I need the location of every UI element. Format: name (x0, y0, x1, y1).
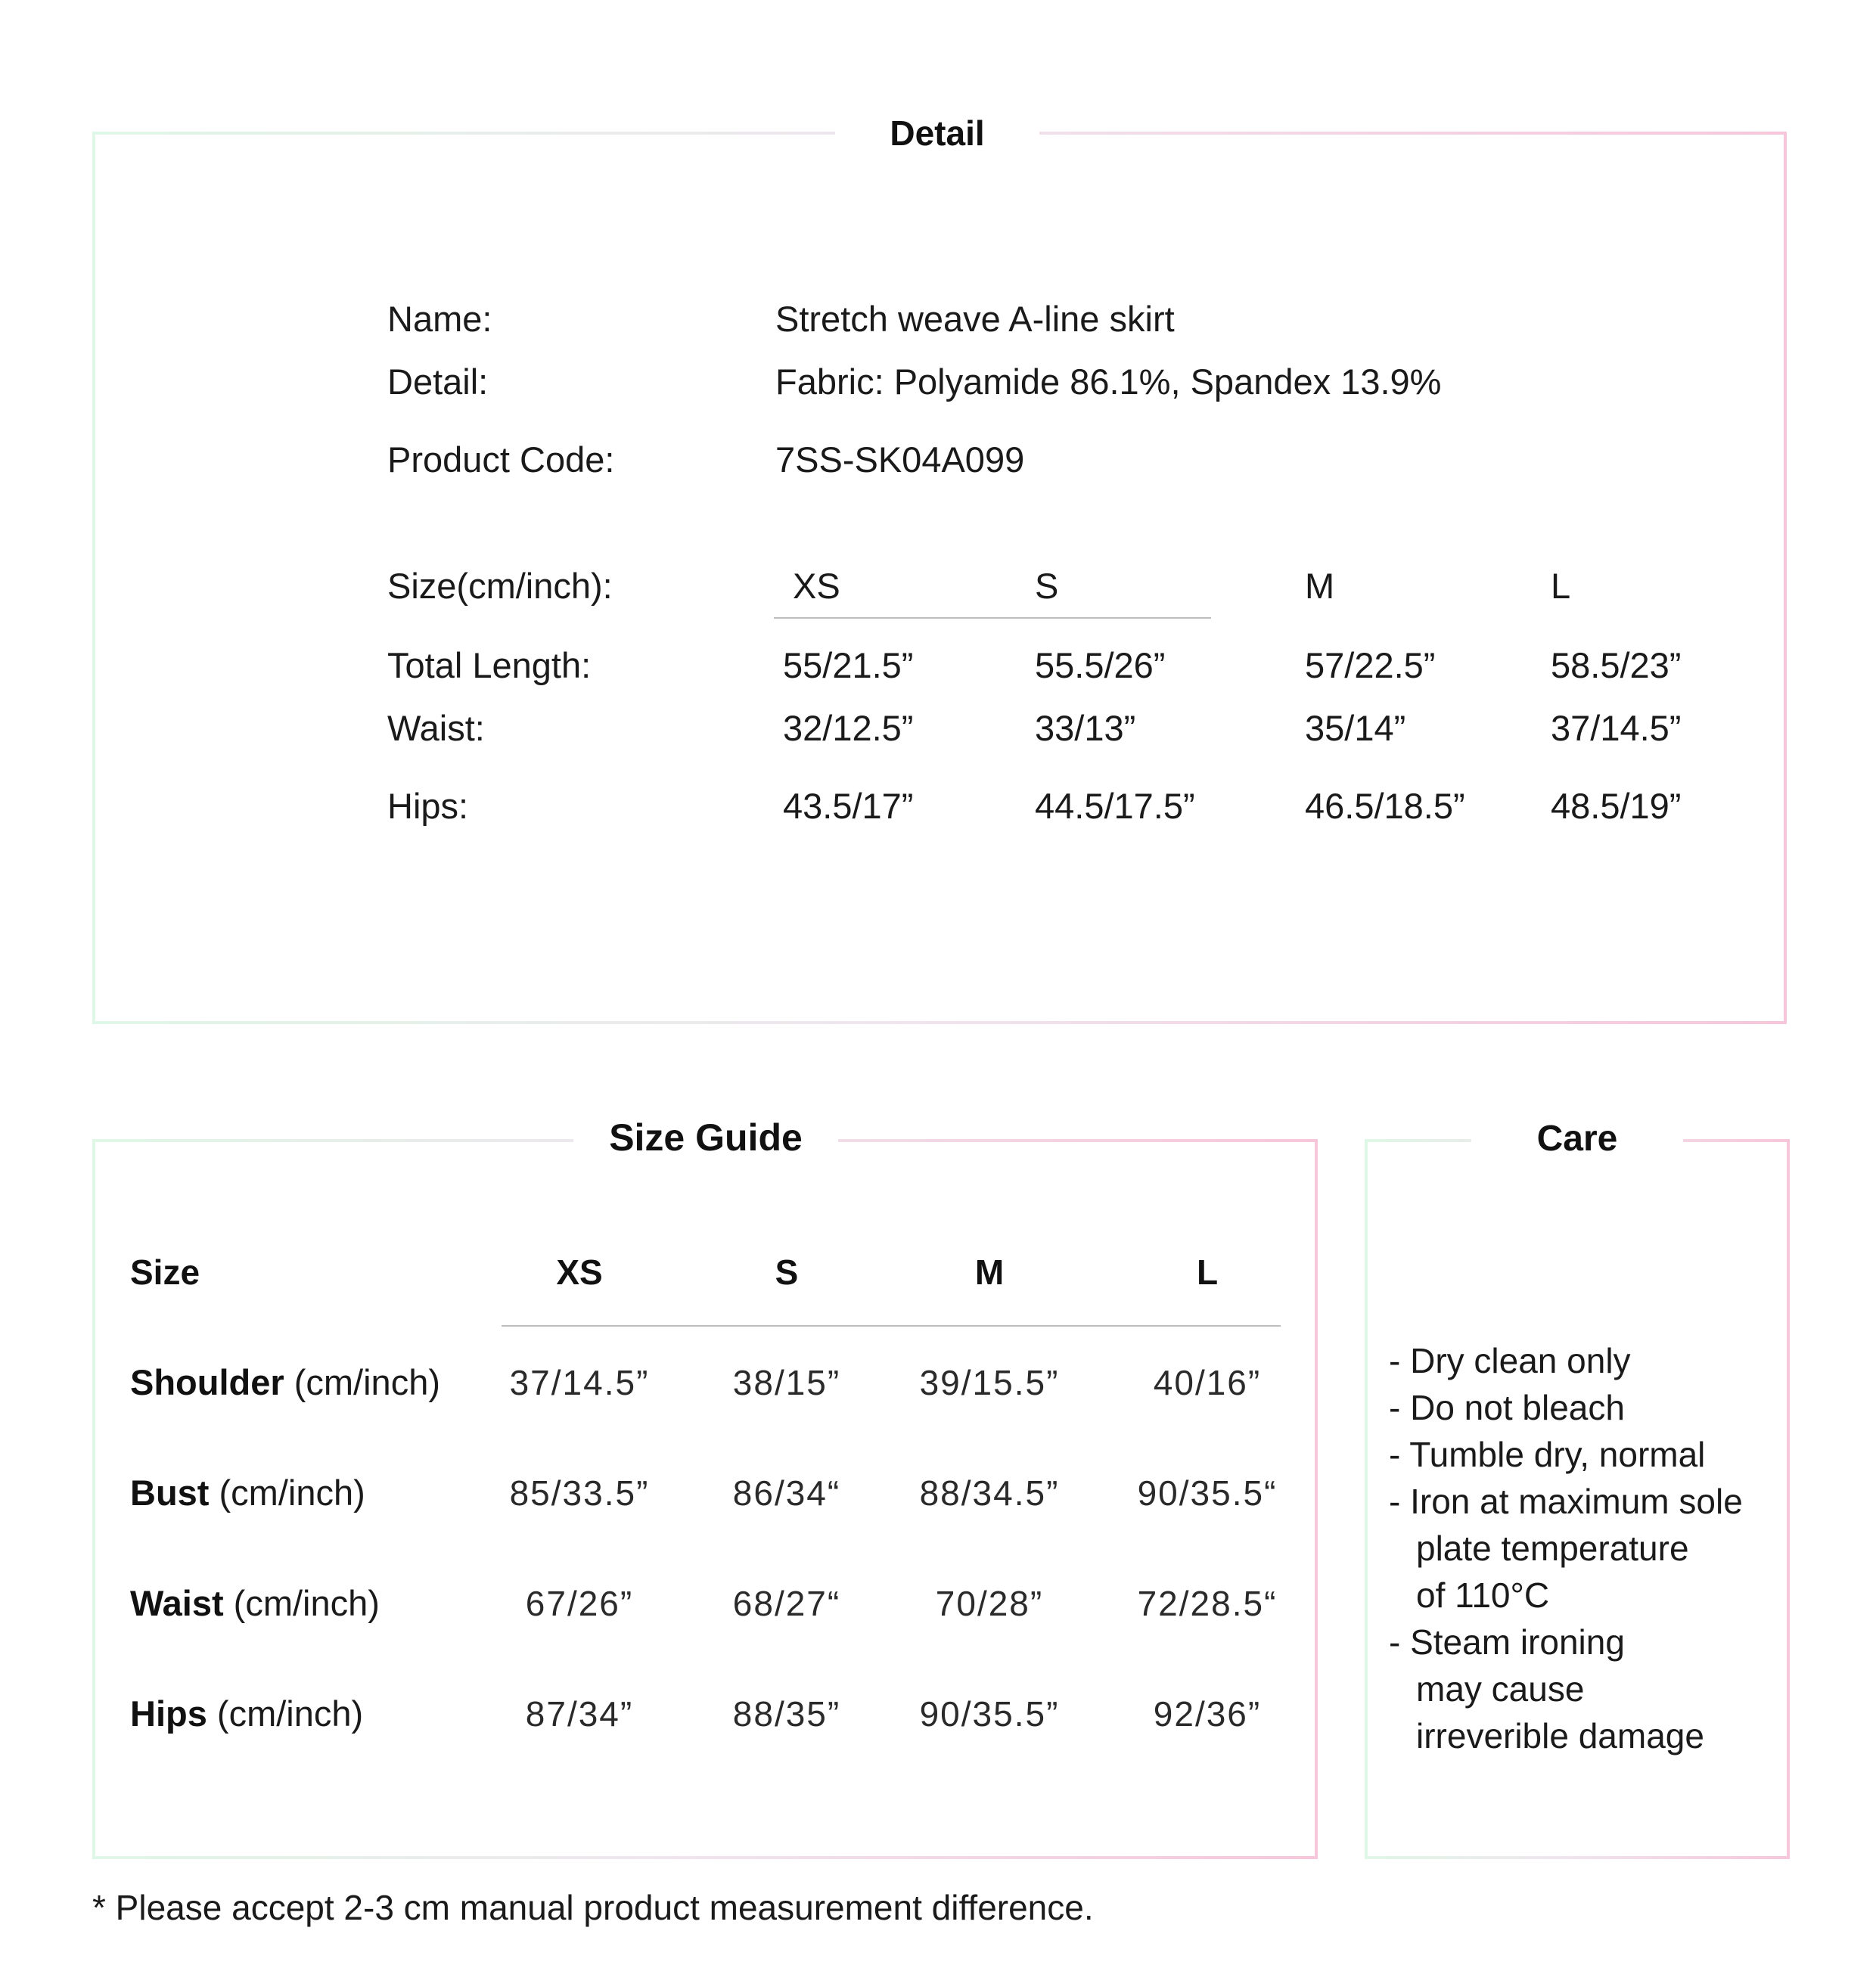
sg-row-unit: (cm/inch) (233, 1583, 380, 1623)
detail-row-label: Hips: (387, 786, 469, 826)
detail-cell: 48.5/19” (1551, 786, 1682, 826)
care-line: - Tumble dry, normal (1389, 1435, 1706, 1474)
care-line: plate temperature (1416, 1529, 1689, 1568)
detail-size-m: M (1305, 566, 1335, 606)
sg-row-label (130, 1361, 440, 1404)
care-line: - Steam ironing (1389, 1622, 1625, 1662)
sg-row-unit: (cm/inch) (294, 1362, 440, 1402)
detail-size-xs: XS (793, 566, 840, 606)
name-value: Stretch weave A-line skirt (775, 299, 1175, 339)
sg-row-name: Waist (130, 1583, 224, 1623)
care-line: - Do not bleach (1389, 1388, 1625, 1427)
detail-cell: 32/12.5” (783, 708, 914, 748)
detail-size-divider (774, 617, 1211, 619)
sg-cell: 39/15.5” (919, 1363, 1060, 1402)
sg-size-l: L (1196, 1253, 1219, 1292)
sg-row-label (130, 1582, 380, 1625)
sg-cell: 70/28” (935, 1584, 1044, 1623)
detail-row-label: Waist: (387, 708, 485, 748)
sg-cell: 90/35.5” (919, 1694, 1060, 1734)
detail-cell: 35/14” (1305, 708, 1406, 748)
sg-cell: 67/26” (525, 1584, 634, 1623)
detail-row-label: Total Length: (387, 645, 592, 685)
detail-cell: 58.5/23” (1551, 645, 1682, 685)
sg-row-name: Hips (130, 1693, 207, 1734)
sg-cell: 68/27“ (732, 1584, 841, 1623)
sg-row-unit: (cm/inch) (219, 1473, 365, 1513)
size-guide-title: Size Guide (573, 1113, 838, 1162)
care-line: irreverible damage (1416, 1716, 1704, 1755)
sg-cell: 90/35.5“ (1137, 1473, 1278, 1513)
size-header: Size (130, 1253, 200, 1292)
care-line: of 110°C (1416, 1575, 1550, 1615)
sg-cell: 86/34“ (732, 1473, 841, 1513)
sg-row-label (130, 1472, 365, 1514)
detail-cell: 37/14.5” (1551, 708, 1682, 748)
sg-row-name: Shoulder (130, 1362, 284, 1402)
sg-cell: 40/16” (1153, 1363, 1262, 1402)
care-line: - Dry clean only (1389, 1341, 1631, 1380)
detail-cell: 43.5/17” (783, 786, 914, 826)
sg-size-xs: XS (556, 1253, 603, 1292)
sg-cell: 88/35” (732, 1694, 841, 1734)
detail-size-s: S (1035, 566, 1059, 606)
detail-cell: 55/21.5” (783, 645, 914, 685)
size-guide-divider (502, 1325, 1281, 1327)
detail-title: Detail (835, 110, 1039, 156)
sg-cell: 38/15” (732, 1363, 841, 1402)
sg-cell: 37/14.5” (509, 1363, 650, 1402)
sg-row-name: Bust (130, 1473, 210, 1513)
detail-cell: 57/22.5” (1305, 645, 1436, 685)
sg-size-m: M (974, 1253, 1005, 1292)
size-label: Size(cm/inch): (387, 566, 613, 606)
measurement-footnote: * Please accept 2-3 cm manual product measurement difference. (92, 1888, 1094, 1927)
detail-panel (92, 132, 1787, 1024)
sg-size-s: S (775, 1253, 799, 1292)
sg-cell: 87/34” (525, 1694, 634, 1734)
sg-cell: 85/33.5” (509, 1473, 650, 1513)
detail-cell: 46.5/18.5” (1305, 786, 1465, 826)
detail-label: Detail: (387, 362, 489, 402)
care-title: Care (1471, 1115, 1683, 1163)
sg-row-label (130, 1693, 363, 1735)
sg-row-unit: (cm/inch) (216, 1693, 364, 1734)
sg-cell: 92/36” (1153, 1694, 1262, 1734)
care-line: - Iron at maximum sole (1389, 1482, 1743, 1521)
sg-cell: 88/34.5” (919, 1473, 1060, 1513)
detail-value: Fabric: Polyamide 86.1%, Spandex 13.9% (775, 362, 1442, 402)
product-code-label: Product Code: (387, 439, 615, 480)
detail-cell: 44.5/17.5” (1035, 786, 1195, 826)
detail-cell: 55.5/26” (1035, 645, 1166, 685)
detail-cell: 33/13” (1035, 708, 1136, 748)
product-code-value: 7SS-SK04A099 (775, 439, 1025, 480)
care-line: may cause (1416, 1669, 1585, 1709)
name-label: Name: (387, 299, 492, 339)
detail-size-l: L (1551, 566, 1571, 606)
sg-cell: 72/28.5“ (1137, 1584, 1278, 1623)
